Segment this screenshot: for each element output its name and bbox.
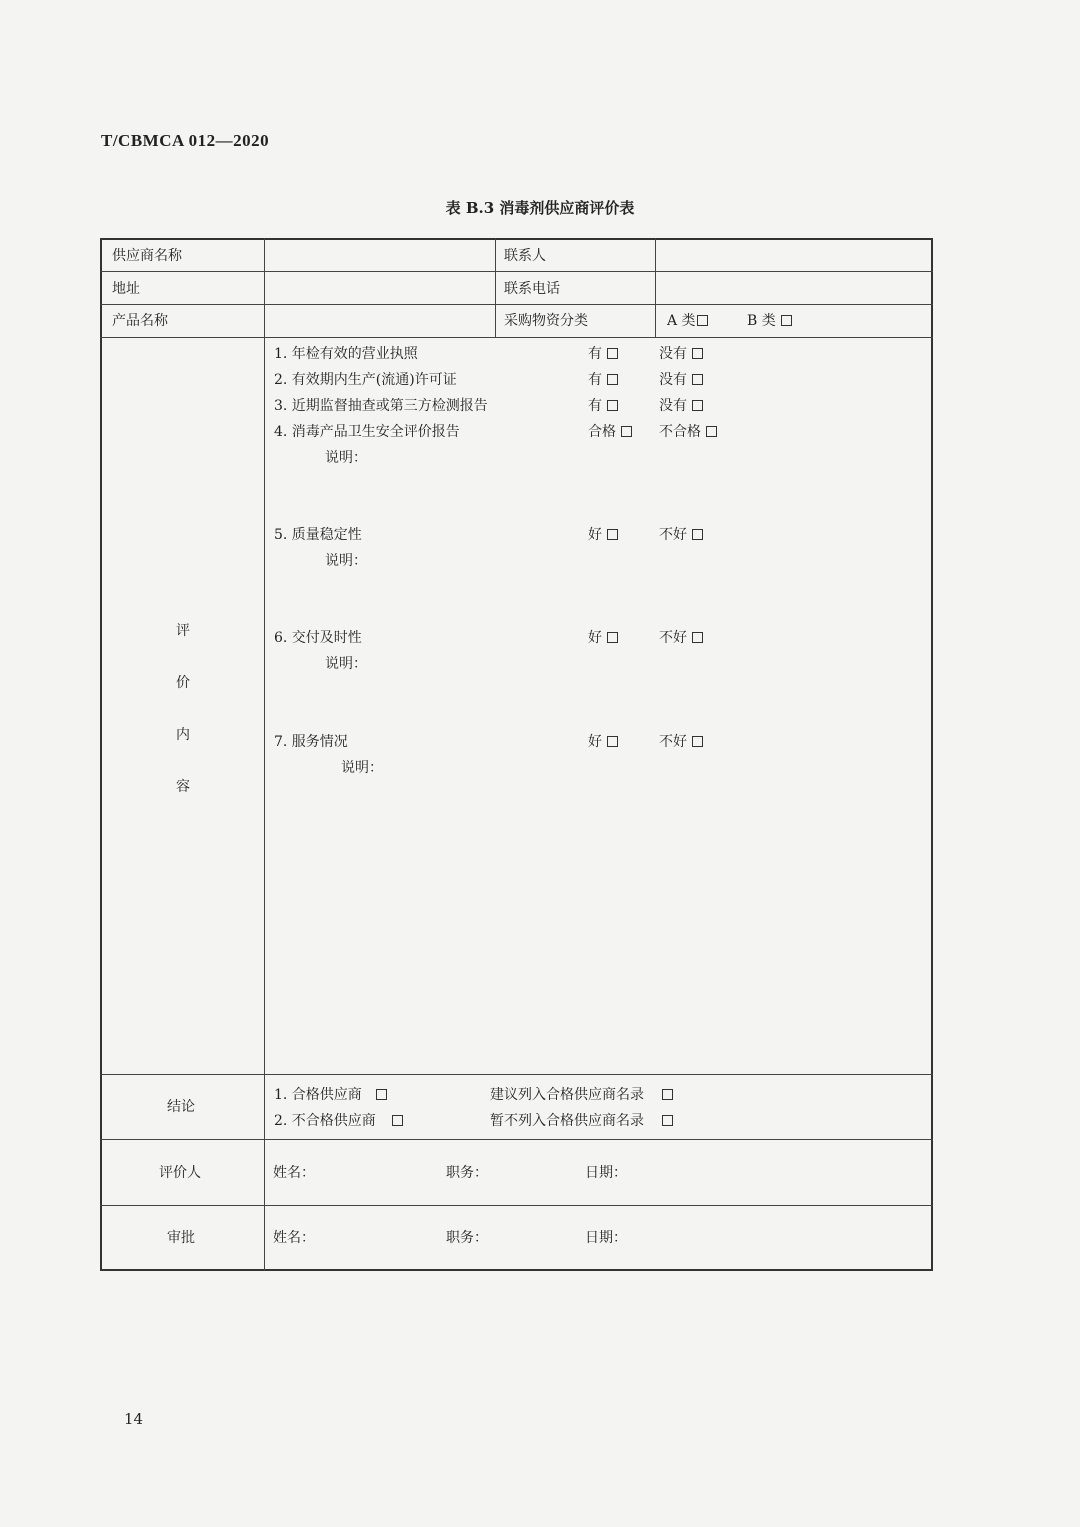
option-yes[interactable] (588, 397, 618, 415)
evaluation-side-label-1: 评 (176, 623, 190, 639)
option-good[interactable] (588, 629, 618, 647)
category-a-label: A 类 (667, 313, 696, 329)
note-label: 说明： (325, 553, 367, 569)
approval-label: 审批 (167, 1230, 195, 1246)
checkbox-icon[interactable] (706, 426, 717, 437)
column-divider (495, 238, 496, 337)
checkbox-icon[interactable] (607, 529, 618, 540)
checkbox-icon[interactable] (607, 736, 618, 747)
contact-label: 联系人 (504, 248, 546, 264)
option-label: 2. 不合格供应商 (274, 1113, 376, 1129)
checkbox-icon[interactable] (607, 632, 618, 643)
checkbox-icon[interactable] (692, 529, 703, 540)
option-label: 不好 (659, 734, 687, 750)
criterion-safety-evaluation: 4. 消毒产品卫生安全评价报告 (274, 424, 460, 440)
option-label: 合格 (588, 424, 616, 440)
option-bad[interactable] (659, 526, 703, 544)
option-label: 好 (588, 630, 602, 646)
row-divider (100, 1205, 933, 1206)
approval-name-field[interactable]: 姓名： (273, 1230, 315, 1246)
option-recommend-list[interactable] (490, 1086, 673, 1104)
page-number: 14 (124, 1410, 144, 1428)
option-label: 没有 (659, 372, 687, 388)
checkbox-icon[interactable] (607, 374, 618, 385)
option-label: 好 (588, 527, 602, 543)
row-divider (100, 304, 933, 305)
evaluation-side-label-4: 容 (176, 779, 190, 795)
evaluator-name-field[interactable]: 姓名： (273, 1165, 315, 1181)
option-bad[interactable] (659, 733, 703, 751)
option-not-list[interactable] (490, 1112, 673, 1130)
evaluation-side-label-3: 内 (176, 727, 190, 743)
checkbox-icon[interactable] (621, 426, 632, 437)
checkbox-icon[interactable] (376, 1089, 387, 1100)
address-label: 地址 (112, 281, 140, 297)
table-title: 表 B.3 消毒剂供应商评价表 (445, 199, 635, 217)
approval-date-field[interactable]: 日期： (585, 1230, 627, 1246)
category-a-option[interactable] (667, 312, 708, 330)
row-divider (100, 337, 933, 338)
column-divider (264, 238, 265, 1271)
option-label: 有 (588, 372, 602, 388)
row-divider (100, 271, 933, 272)
supplier-name-label: 供应商名称 (112, 248, 182, 264)
checkbox-icon[interactable] (692, 736, 703, 747)
checkbox-icon[interactable] (392, 1115, 403, 1126)
option-label: 没有 (659, 398, 687, 414)
option-fail[interactable] (659, 423, 717, 441)
option-label: 不好 (659, 527, 687, 543)
criterion-inspection-report: 3. 近期监督抽查或第三方检测报告 (274, 398, 488, 414)
checkbox-icon[interactable] (781, 315, 792, 326)
category-b-label: B 类 (747, 313, 776, 329)
criterion-business-license: 1. 年检有效的营业执照 (274, 346, 418, 362)
option-label: 1. 合格供应商 (274, 1087, 362, 1103)
criterion-quality-stability: 5. 质量稳定性 (274, 527, 362, 543)
option-label: 建议列入合格供应商名录 (490, 1087, 644, 1103)
criterion-production-license: 2. 有效期内生产(流通)许可证 (274, 372, 457, 388)
option-pass[interactable] (588, 423, 632, 441)
option-label: 不合格 (659, 424, 701, 440)
checkbox-icon[interactable] (662, 1115, 673, 1126)
approval-title-field[interactable]: 职务： (446, 1230, 488, 1246)
criterion-service: 7. 服务情况 (274, 734, 348, 750)
checkbox-icon[interactable] (692, 632, 703, 643)
evaluator-title-field[interactable]: 职务： (446, 1165, 488, 1181)
checkbox-icon[interactable] (662, 1089, 673, 1100)
option-label: 好 (588, 734, 602, 750)
checkbox-icon[interactable] (697, 315, 708, 326)
column-divider (655, 238, 656, 337)
option-good[interactable] (588, 733, 618, 751)
row-divider (100, 1074, 933, 1075)
checkbox-icon[interactable] (692, 348, 703, 359)
option-yes[interactable] (588, 371, 618, 389)
note-label: 说明： (325, 450, 367, 466)
option-bad[interactable] (659, 629, 703, 647)
option-label: 暂不列入合格供应商名录 (490, 1113, 644, 1129)
evaluator-date-field[interactable]: 日期： (585, 1165, 627, 1181)
row-divider (100, 1139, 933, 1140)
option-yes[interactable] (588, 345, 618, 363)
option-label: 不好 (659, 630, 687, 646)
option-qualified-supplier[interactable] (274, 1086, 387, 1104)
product-name-label: 产品名称 (112, 313, 168, 329)
option-label: 有 (588, 346, 602, 362)
phone-label: 联系电话 (504, 281, 560, 297)
checkbox-icon[interactable] (692, 400, 703, 411)
category-b-option[interactable] (747, 312, 792, 330)
checkbox-icon[interactable] (692, 374, 703, 385)
note-label: 说明： (325, 656, 367, 672)
category-label: 采购物资分类 (504, 313, 588, 329)
option-no[interactable] (659, 345, 703, 363)
criterion-delivery-timeliness: 6. 交付及时性 (274, 630, 362, 646)
option-no[interactable] (659, 371, 703, 389)
note-label: 说明： (341, 760, 383, 776)
conclusion-label: 结论 (167, 1099, 195, 1115)
evaluation-side-label-2: 价 (176, 675, 190, 691)
checkbox-icon[interactable] (607, 348, 618, 359)
option-good[interactable] (588, 526, 618, 544)
standard-number: T/CBMCA 012—2020 (101, 131, 270, 150)
option-label: 有 (588, 398, 602, 414)
evaluator-label: 评价人 (159, 1165, 201, 1181)
checkbox-icon[interactable] (607, 400, 618, 411)
option-label: 没有 (659, 346, 687, 362)
option-no[interactable] (659, 397, 703, 415)
option-unqualified-supplier[interactable] (274, 1112, 403, 1130)
